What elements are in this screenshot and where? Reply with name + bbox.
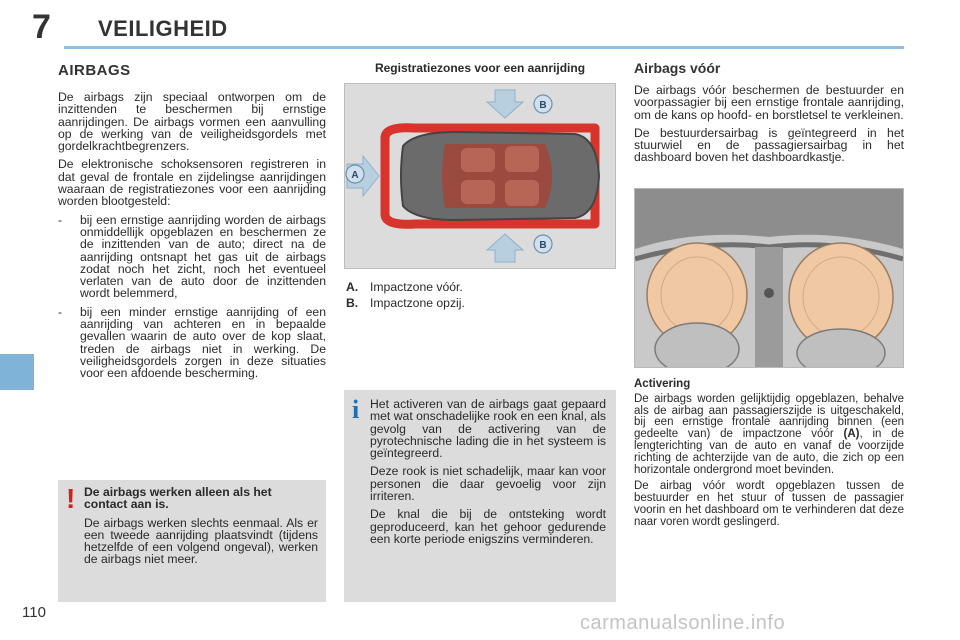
svg-text:A: A	[351, 170, 359, 181]
section-title-front-airbags: Airbags vóór	[634, 60, 721, 76]
legend-text: Impactzone opzij.	[370, 296, 465, 310]
front-airbags-paragraph: De airbags vóór beschermen de bestuurder en voorpassagier bij een ernstige frontale aanrijding, om de kans op hoofd- en borstletsel te verkleinen.	[634, 83, 904, 122]
info-paragraph: Deze rook is niet schadelijk, maar kan voor personen die daar gevoelig voor zijn irriteren.	[370, 464, 606, 504]
warning-title: De airbags werken alleen als het contact aan is.	[84, 485, 272, 512]
legend-key: A.	[346, 280, 359, 294]
chapter-title: VEILIGHEID	[98, 16, 228, 41]
chapter-number: 7	[32, 8, 51, 46]
center-console	[755, 247, 783, 367]
info-box	[344, 390, 616, 602]
legend-text: Impactzone vóór.	[370, 280, 463, 294]
svg-text:B: B	[539, 100, 547, 111]
passenger-airbag	[789, 243, 893, 367]
column-registration	[344, 60, 616, 311]
zone-label-b-bottom	[534, 235, 552, 253]
info-paragraph: De knal die bij de ontsteking wordt geproduceerd, kan het gehoor gedurende een korte periode enigszins verminderen.	[370, 507, 606, 546]
warning-text: De airbags werken slechts eenmaal. Als er een tweede aanrijding plaatsvindt (tijdens hetzelfde of een volgend ongeval), werken de airbags niet meer.	[84, 515, 318, 567]
bullet-item	[58, 306, 326, 380]
section-title-airbags: AIRBAGS	[58, 62, 131, 79]
legend-item	[346, 279, 616, 295]
bullet-text: bij een ernstige aanrijding worden de airbags onmiddellijk opgeblazen en beschermen ze de inzittenden van de auto; direct na de aanrijding ontsnapt het gas uit de airbags zodat noch het zicht, noch het eventueel verlaten van de auto door de inzittenden wordt belemmerd,	[80, 212, 326, 301]
info-icon: i	[352, 395, 360, 424]
car-impact-zone-diagram	[344, 83, 616, 269]
svg-text:B: B	[539, 240, 547, 251]
bullet-marker: -	[58, 304, 63, 319]
activation-paragraph: De airbags worden gelijktijdig opgeblazen, behalve als de airbag aan passagierszijde is uitgeschakeld, bij een ernstige frontale aanrijding binnen (een gedeelte van) de impactzone vóór (A), in de lengterichting van de auto en vanaf de voorzijde richting de achterzijde van de auto, die zich op een horizontale ondergrond moet bevinden.	[634, 392, 904, 476]
car-top-view-illustration	[345, 84, 615, 268]
watermark: carmanualsonline.info	[580, 612, 786, 634]
header-rule	[64, 46, 904, 49]
activation-title: Activering	[634, 377, 691, 390]
legend-key: B.	[346, 296, 359, 310]
front-airbags-location-paragraph: De bestuurdersairbag is geïntegreerd in het stuurwiel en de passagiersairbag in het dashboard boven het dashboardkastje.	[634, 125, 904, 165]
bullet-marker: -	[58, 212, 63, 227]
column-front-airbags	[634, 60, 904, 534]
warning-icon: !	[66, 483, 76, 514]
sensor-paragraph: De elektronische schoksensoren registreren in dat geval de frontale en zijdelingse aanrijdingen waaraan de registratiezones voor een aanrijding worden blootgesteld:	[58, 157, 326, 209]
bullet-text: bij een minder ernstige aanrijding of een aanrijding van achteren en in bepaalde gevallen waarin de auto over de kop slaat, treden de airbags niet in werking. De veiligheidsgordels zorgen in deze situaties voor een afdoende bescherming.	[80, 304, 326, 381]
chapter-side-tab	[0, 354, 34, 390]
column-airbags	[58, 60, 326, 386]
zone-label-a	[346, 165, 364, 183]
zone-label-b-top	[534, 95, 552, 113]
page-number: 110	[22, 604, 46, 621]
warning-box	[58, 480, 326, 602]
bullet-item	[58, 214, 326, 300]
info-paragraph: Het activeren van de airbags gaat gepaard met wat onschadelijke rook en een knal, als gevolg van de activering van de pyrotechnische lading die in het systeem is geïntegreerd.	[370, 397, 606, 461]
deployed-airbags-illustration	[634, 188, 904, 368]
legend-item	[346, 295, 616, 311]
figure-title: Registratiezones voor een aanrijding	[374, 61, 586, 75]
intro-paragraph: De airbags zijn speciaal ontworpen om de inzittenden te beschermen bij ernstige aanrijdingen. De airbags vormen een aanvulling op de werking van de veiligheidsgordels met gordelkrachtbegrenzers.	[58, 90, 326, 154]
driver-airbag	[647, 243, 747, 367]
activation-paragraph-2: De airbag vóór wordt opgeblazen tussen de bestuurder en het stuur of tussen de passagier voorin en het dashboard om te verhinderen dat deze naar voren wordt geslingerd.	[634, 480, 904, 528]
